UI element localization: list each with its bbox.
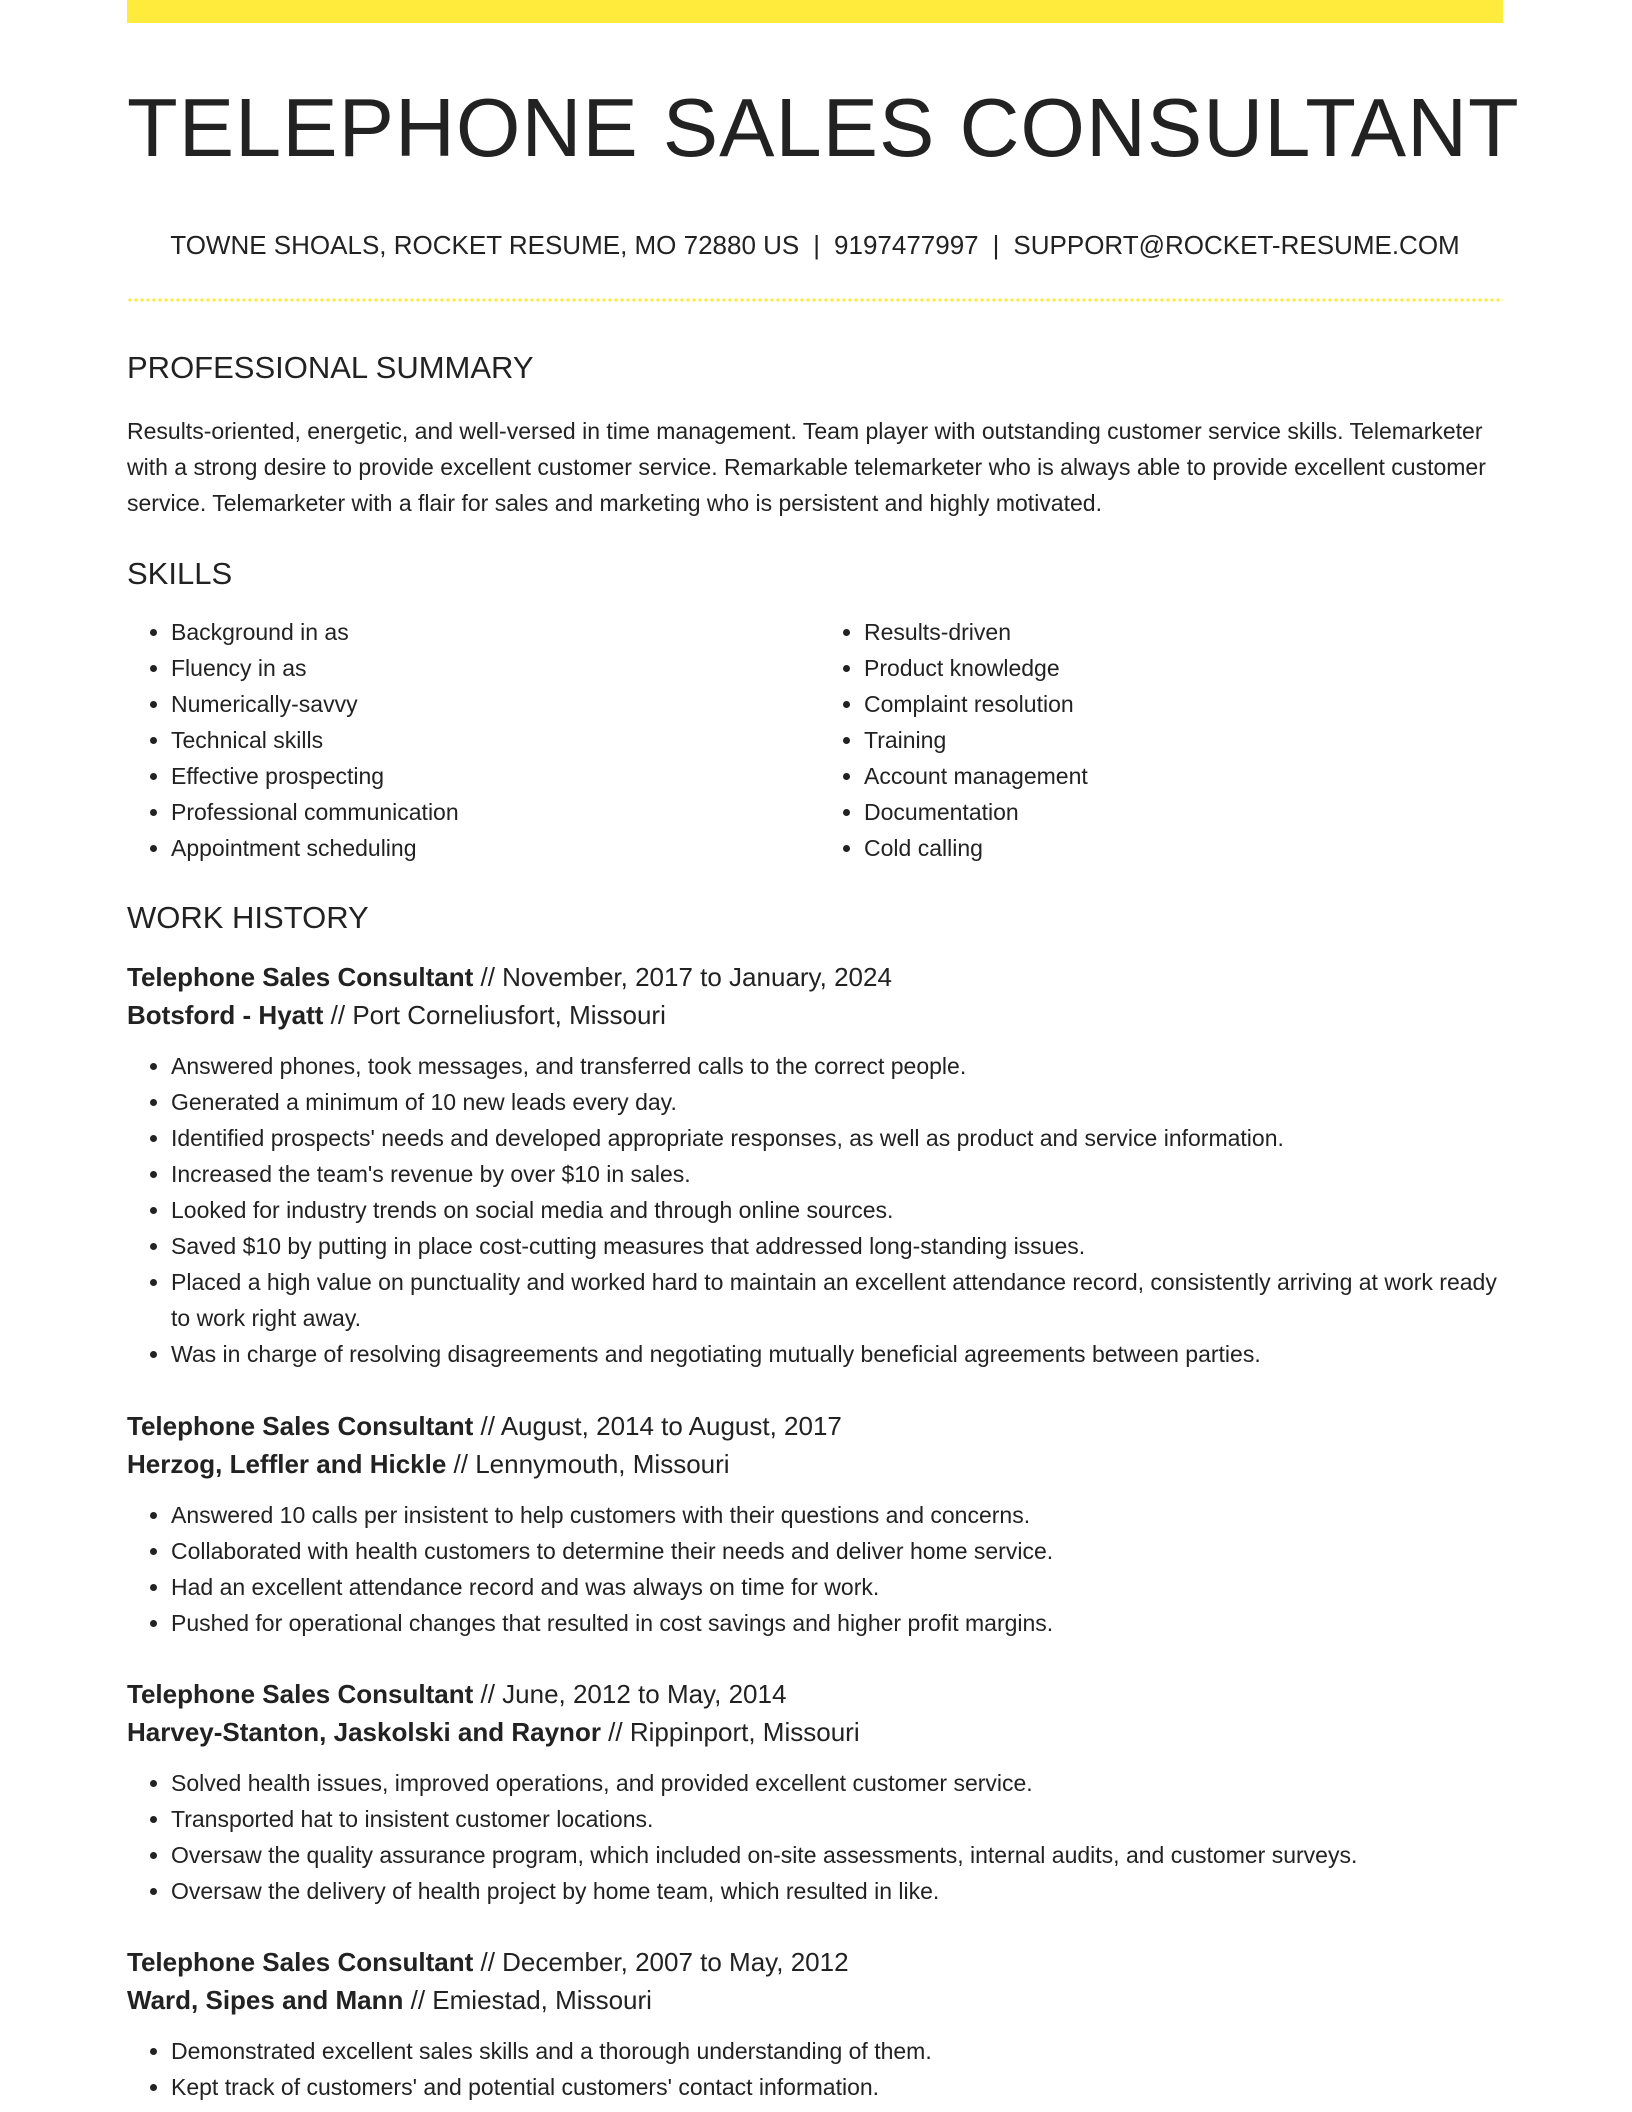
job-bullet: • Transported hat to insistent customer locations.: [171, 1801, 1503, 1837]
contact-separator: |: [813, 230, 821, 260]
job-title-line: [127, 958, 1503, 996]
job-bullet: • Demonstrated excellent sales skills and a thorough understanding of them.: [171, 2033, 1503, 2069]
job-dates: // August, 2014 to August, 2017: [473, 1411, 842, 1441]
job-location: // Port Corneliusfort, Missouri: [323, 1000, 666, 1030]
job-bullet: • Identified prospects' needs and developed appropriate responses, as well as product and service information.: [171, 1120, 1503, 1156]
job-entry: [127, 1407, 1503, 1641]
job-company-line: [127, 1445, 1503, 1483]
skill-item: • Numerically-savvy: [171, 686, 815, 722]
job-company: Harvey-Stanton, Jaskolski and Raynor: [127, 1717, 601, 1747]
job-bullet: • Answered 10 calls per insistent to help customers with their questions and concerns.: [171, 1497, 1503, 1533]
job-role: Telephone Sales Consultant: [127, 1679, 474, 1709]
job-entry: [127, 1675, 1503, 1909]
job-bullet: • Solved health issues, improved operations, and provided excellent customer service.: [171, 1765, 1503, 1801]
job-location: // Lennymouth, Missouri: [446, 1449, 730, 1479]
job-bullet: • Generated a minimum of 10 new leads every day.: [171, 1084, 1503, 1120]
skill-item: • Appointment scheduling: [171, 830, 815, 866]
job-role: Telephone Sales Consultant: [127, 962, 474, 992]
job-entry: [127, 1943, 1503, 2105]
job-bullet: • Oversaw the delivery of health project by home team, which resulted in like.: [171, 1873, 1503, 1909]
job-bullet: • Pushed for operational changes that resulted in cost savings and higher profit margins.: [171, 1605, 1503, 1641]
contact-email[interactable]: SUPPORT@ROCKET-RESUME.COM: [1013, 230, 1460, 260]
skills-list-left: [127, 614, 815, 866]
job-company-line: [127, 1981, 1503, 2019]
job-bullet: • Had an excellent attendance record and was always on time for work.: [171, 1569, 1503, 1605]
skill-item: • Results-driven: [864, 614, 1503, 650]
job-role: Telephone Sales Consultant: [127, 1411, 474, 1441]
summary-text: Results-oriented, energetic, and well-versed in time management. Team player with outstanding customer service skills. Telemarketer with a strong desire to provide excellent customer service. Remarkable telemarketer who is always able to provide excellent customer service. Telemarketer with a flair for sales and marketing who is persistent and highly motivated.: [127, 418, 1486, 516]
resume-name: TELEPHONE SALES CONSULTANT: [127, 81, 1520, 174]
job-company: Ward, Sipes and Mann: [127, 1985, 404, 2015]
job-company-line: [127, 1713, 1503, 1751]
skill-item: • Background in as: [171, 614, 815, 650]
job-location: // Rippinport, Missouri: [600, 1717, 860, 1747]
job-role: Telephone Sales Consultant: [127, 1947, 474, 1977]
job-location: // Emiestad, Missouri: [403, 1985, 652, 2015]
contact-address: TOWNE SHOALS, ROCKET RESUME, MO 72880 US: [170, 230, 800, 260]
skills-heading: SKILLS: [127, 556, 233, 591]
job-bullet: • Collaborated with health customers to determine their needs and deliver home service.: [171, 1533, 1503, 1569]
job-bullet: • Saved $10 by putting in place cost-cutting measures that addressed long-standing issues.: [171, 1228, 1503, 1264]
job-bullets: [127, 1765, 1503, 1909]
resume-page: [127, 0, 1520, 2105]
job-entry: [127, 958, 1503, 1372]
job-bullets: [127, 1048, 1503, 1372]
job-bullet: • Kept track of customers' and potential customers' contact information.: [171, 2069, 1503, 2105]
contact-line: [127, 232, 1503, 258]
job-dates: // June, 2012 to May, 2014: [473, 1679, 787, 1709]
skill-item: • Product knowledge: [864, 650, 1503, 686]
skill-item: • Effective prospecting: [171, 758, 815, 794]
contact-phone: 9197477997: [834, 230, 979, 260]
job-bullet: • Answered phones, took messages, and transferred calls to the correct people.: [171, 1048, 1503, 1084]
job-bullet: • Oversaw the quality assurance program, which included on-site assessments, internal audits, and customer surveys.: [171, 1837, 1503, 1873]
summary-heading: PROFESSIONAL SUMMARY: [127, 350, 534, 385]
top-accent-bar: [127, 0, 1503, 23]
skill-item: • Documentation: [864, 794, 1503, 830]
contact-separator: |: [992, 230, 1000, 260]
job-company-line: [127, 996, 1503, 1034]
skills-list-right: [815, 614, 1503, 866]
job-dates: // December, 2007 to May, 2012: [473, 1947, 849, 1977]
skills-columns: [127, 614, 1503, 866]
skill-item: • Training: [864, 722, 1503, 758]
dotted-divider: [127, 298, 1503, 302]
skill-item: • Cold calling: [864, 830, 1503, 866]
job-company: Botsford - Hyatt: [127, 1000, 324, 1030]
job-bullets: [127, 2033, 1503, 2105]
job-dates: // November, 2017 to January, 2024: [473, 962, 892, 992]
job-title-line: [127, 1407, 1503, 1445]
skill-item: • Technical skills: [171, 722, 815, 758]
job-bullets: [127, 1497, 1503, 1641]
job-title-line: [127, 1943, 1503, 1981]
job-bullet: • Was in charge of resolving disagreements and negotiating mutually beneficial agreements between parties.: [171, 1336, 1503, 1372]
job-company: Herzog, Leffler and Hickle: [127, 1449, 447, 1479]
job-bullet: • Placed a high value on punctuality and worked hard to maintain an excellent attendance record, consistently arriving at work ready to work right away.: [171, 1264, 1503, 1336]
skill-item: • Account management: [864, 758, 1503, 794]
skill-item: • Complaint resolution: [864, 686, 1503, 722]
skill-item: • Professional communication: [171, 794, 815, 830]
job-bullet: • Looked for industry trends on social media and through online sources.: [171, 1192, 1503, 1228]
skill-item: • Fluency in as: [171, 650, 815, 686]
job-bullet: • Increased the team's revenue by over $10 in sales.: [171, 1156, 1503, 1192]
job-title-line: [127, 1675, 1503, 1713]
work-history-heading: WORK HISTORY: [127, 900, 369, 935]
